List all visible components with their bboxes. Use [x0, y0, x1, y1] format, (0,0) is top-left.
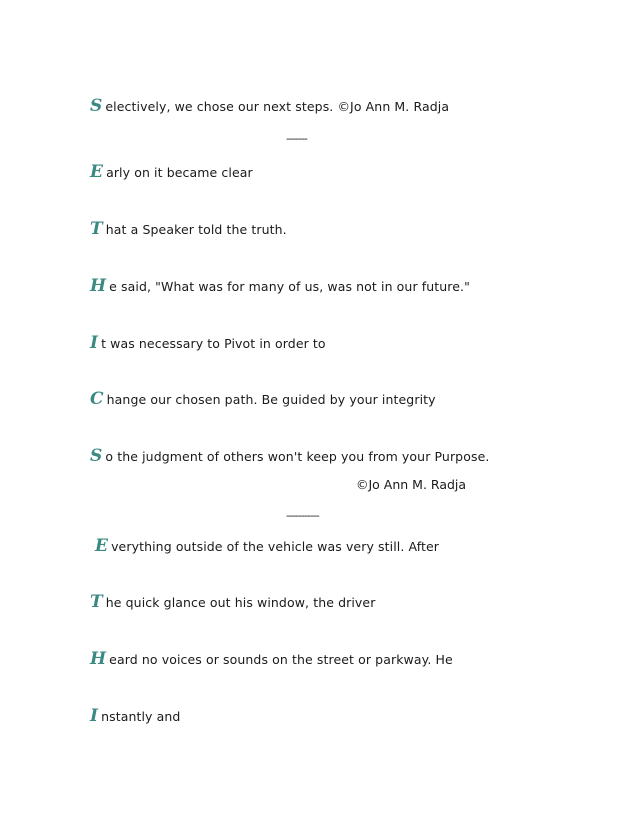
acrostic-line — [90, 276, 470, 296]
acrostic-initial: I — [90, 706, 99, 726]
acrostic-initial: H — [90, 649, 107, 669]
acrostic-text: hange our chosen path. Be guided by your integrity — [106, 392, 436, 407]
acrostic-line — [90, 706, 180, 726]
acrostic-line — [90, 96, 449, 116]
acrostic-line — [90, 333, 326, 353]
acrostic-text: arly on it became clear — [106, 165, 253, 180]
acrostic-text: e said, "What was for many of us, was not in our future." — [109, 279, 470, 294]
acrostic-initial: S — [90, 96, 103, 116]
acrostic-initial: I — [90, 333, 99, 353]
acrostic-initial: T — [90, 219, 103, 239]
acrostic-line — [90, 446, 489, 466]
acrostic-text: eard no voices or sounds on the street or parkway. He — [109, 652, 453, 667]
acrostic-line — [90, 649, 453, 669]
acrostic-line — [90, 162, 253, 182]
acrostic-initial: S — [90, 446, 103, 466]
acrostic-line — [90, 389, 436, 409]
acrostic-initial: T — [90, 592, 103, 612]
acrostic-text: he quick glance out his window, the driver — [105, 595, 376, 610]
acrostic-line — [95, 536, 439, 556]
acrostic-text: electively, we chose our next steps. ©Jo Ann M. Radja — [105, 99, 450, 114]
acrostic-initial: E — [90, 162, 104, 182]
acrostic-text: verything outside of the vehicle was very still. After — [111, 539, 440, 554]
author-credit: ©Jo Ann M. Radja — [356, 477, 467, 492]
acrostic-text: t was necessary to Pivot in order to — [101, 336, 326, 351]
acrostic-line — [90, 592, 375, 612]
section-separator: ----------- — [286, 509, 319, 522]
acrostic-initial: E — [95, 536, 109, 556]
acrostic-line — [90, 219, 287, 239]
acrostic-initial: H — [90, 276, 107, 296]
acrostic-text: hat a Speaker told the truth. — [105, 222, 287, 237]
acrostic-initial: C — [90, 389, 104, 409]
acrostic-text: o the judgment of others won't keep you from your Purpose. — [105, 449, 490, 464]
acrostic-text: nstantly and — [101, 709, 181, 724]
section-separator: ------- — [286, 132, 307, 145]
